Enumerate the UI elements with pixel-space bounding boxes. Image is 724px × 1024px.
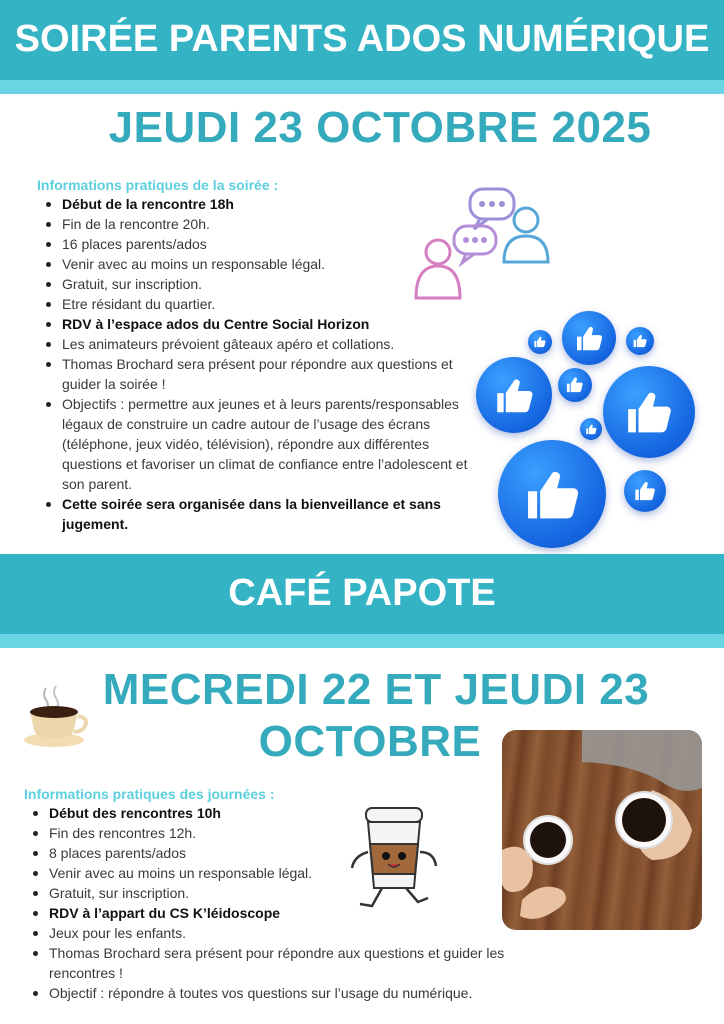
section1-date: JEUDI 23 OCTOBRE 2025 — [108, 103, 652, 152]
list-item: Venir avec au moins un responsable légal. — [36, 254, 486, 274]
section2-info-list — [23, 803, 543, 1003]
list-item: Fin de la rencontre 20h. — [36, 214, 486, 234]
list-item: Cette soirée sera organisée dans la bienveillance et sans jugement. — [36, 494, 486, 534]
list-item: RDV à l’espace ados du Centre Social Horizon — [36, 314, 486, 334]
section2-date-line2: OCTOBRE — [258, 717, 482, 766]
list-item: RDV à l’appart du CS K’léidoscope — [23, 903, 543, 923]
middle-banner-accent — [0, 634, 724, 648]
section1-banner-title: SOIRÉE PARENTS ADOS NUMÉRIQUE — [14, 18, 710, 60]
list-item: Objectifs : permettre aux jeunes et à leurs parents/responsables légaux de construire un cadre autour de l’usage des écrans (téléphone, jeux vidéo, télévision), répondre aux différentes questions et favoriser un climat de confiance entre l’adolescent et son parent. — [36, 394, 486, 494]
list-item: Fin des rencontres 12h. — [23, 823, 543, 843]
list-item: Les animateurs prévoient gâteaux apéro et collations. — [36, 334, 486, 354]
coffee-hands-photo — [502, 730, 702, 930]
list-item: Thomas Brochard sera présent pour répondre aux questions et guider les rencontres ! — [23, 943, 543, 983]
list-item: Début des rencontres 10h — [23, 803, 543, 823]
thumbs-up-icon — [580, 418, 602, 440]
section2-banner-title: CAFÉ PAPOTE — [228, 572, 496, 614]
list-item: Jeux pour les enfants. — [23, 923, 543, 943]
list-item: Gratuit, sur inscription. — [23, 883, 543, 903]
thumbs-up-icon — [562, 311, 616, 365]
coffee-mascot-icon — [346, 804, 442, 912]
thumbs-up-icon — [624, 470, 666, 512]
top-banner-accent — [0, 80, 724, 94]
list-item: Etre résidant du quartier. — [36, 294, 486, 314]
list-item: Objectif : répondre à toutes vos questions sur l’usage du numérique. — [23, 983, 543, 1003]
thumbs-up-icon — [558, 368, 592, 402]
list-item: Venir avec au moins un responsable légal. — [23, 863, 543, 883]
list-item: 8 places parents/ados — [23, 843, 543, 863]
thumbs-up-icon — [603, 366, 695, 458]
thumbs-up-icon — [626, 327, 654, 355]
section2-date-line1: MECREDI 22 ET JEUDI 23 — [102, 665, 650, 714]
list-item: Début de la rencontre 18h — [36, 194, 486, 214]
list-item: 16 places parents/ados — [36, 234, 486, 254]
list-item: Gratuit, sur inscription. — [36, 274, 486, 294]
chat-users-icon — [408, 186, 558, 304]
list-item: Thomas Brochard sera présent pour répondre aux questions et guider la soirée ! — [36, 354, 486, 394]
section2-info-heading: Informations pratiques des journées : — [24, 786, 275, 802]
thumbs-up-icon — [498, 440, 606, 548]
thumbs-up-icon — [476, 357, 552, 433]
section1-info-heading: Informations pratiques de la soirée : — [37, 177, 279, 193]
thumbs-up-icon — [528, 330, 552, 354]
